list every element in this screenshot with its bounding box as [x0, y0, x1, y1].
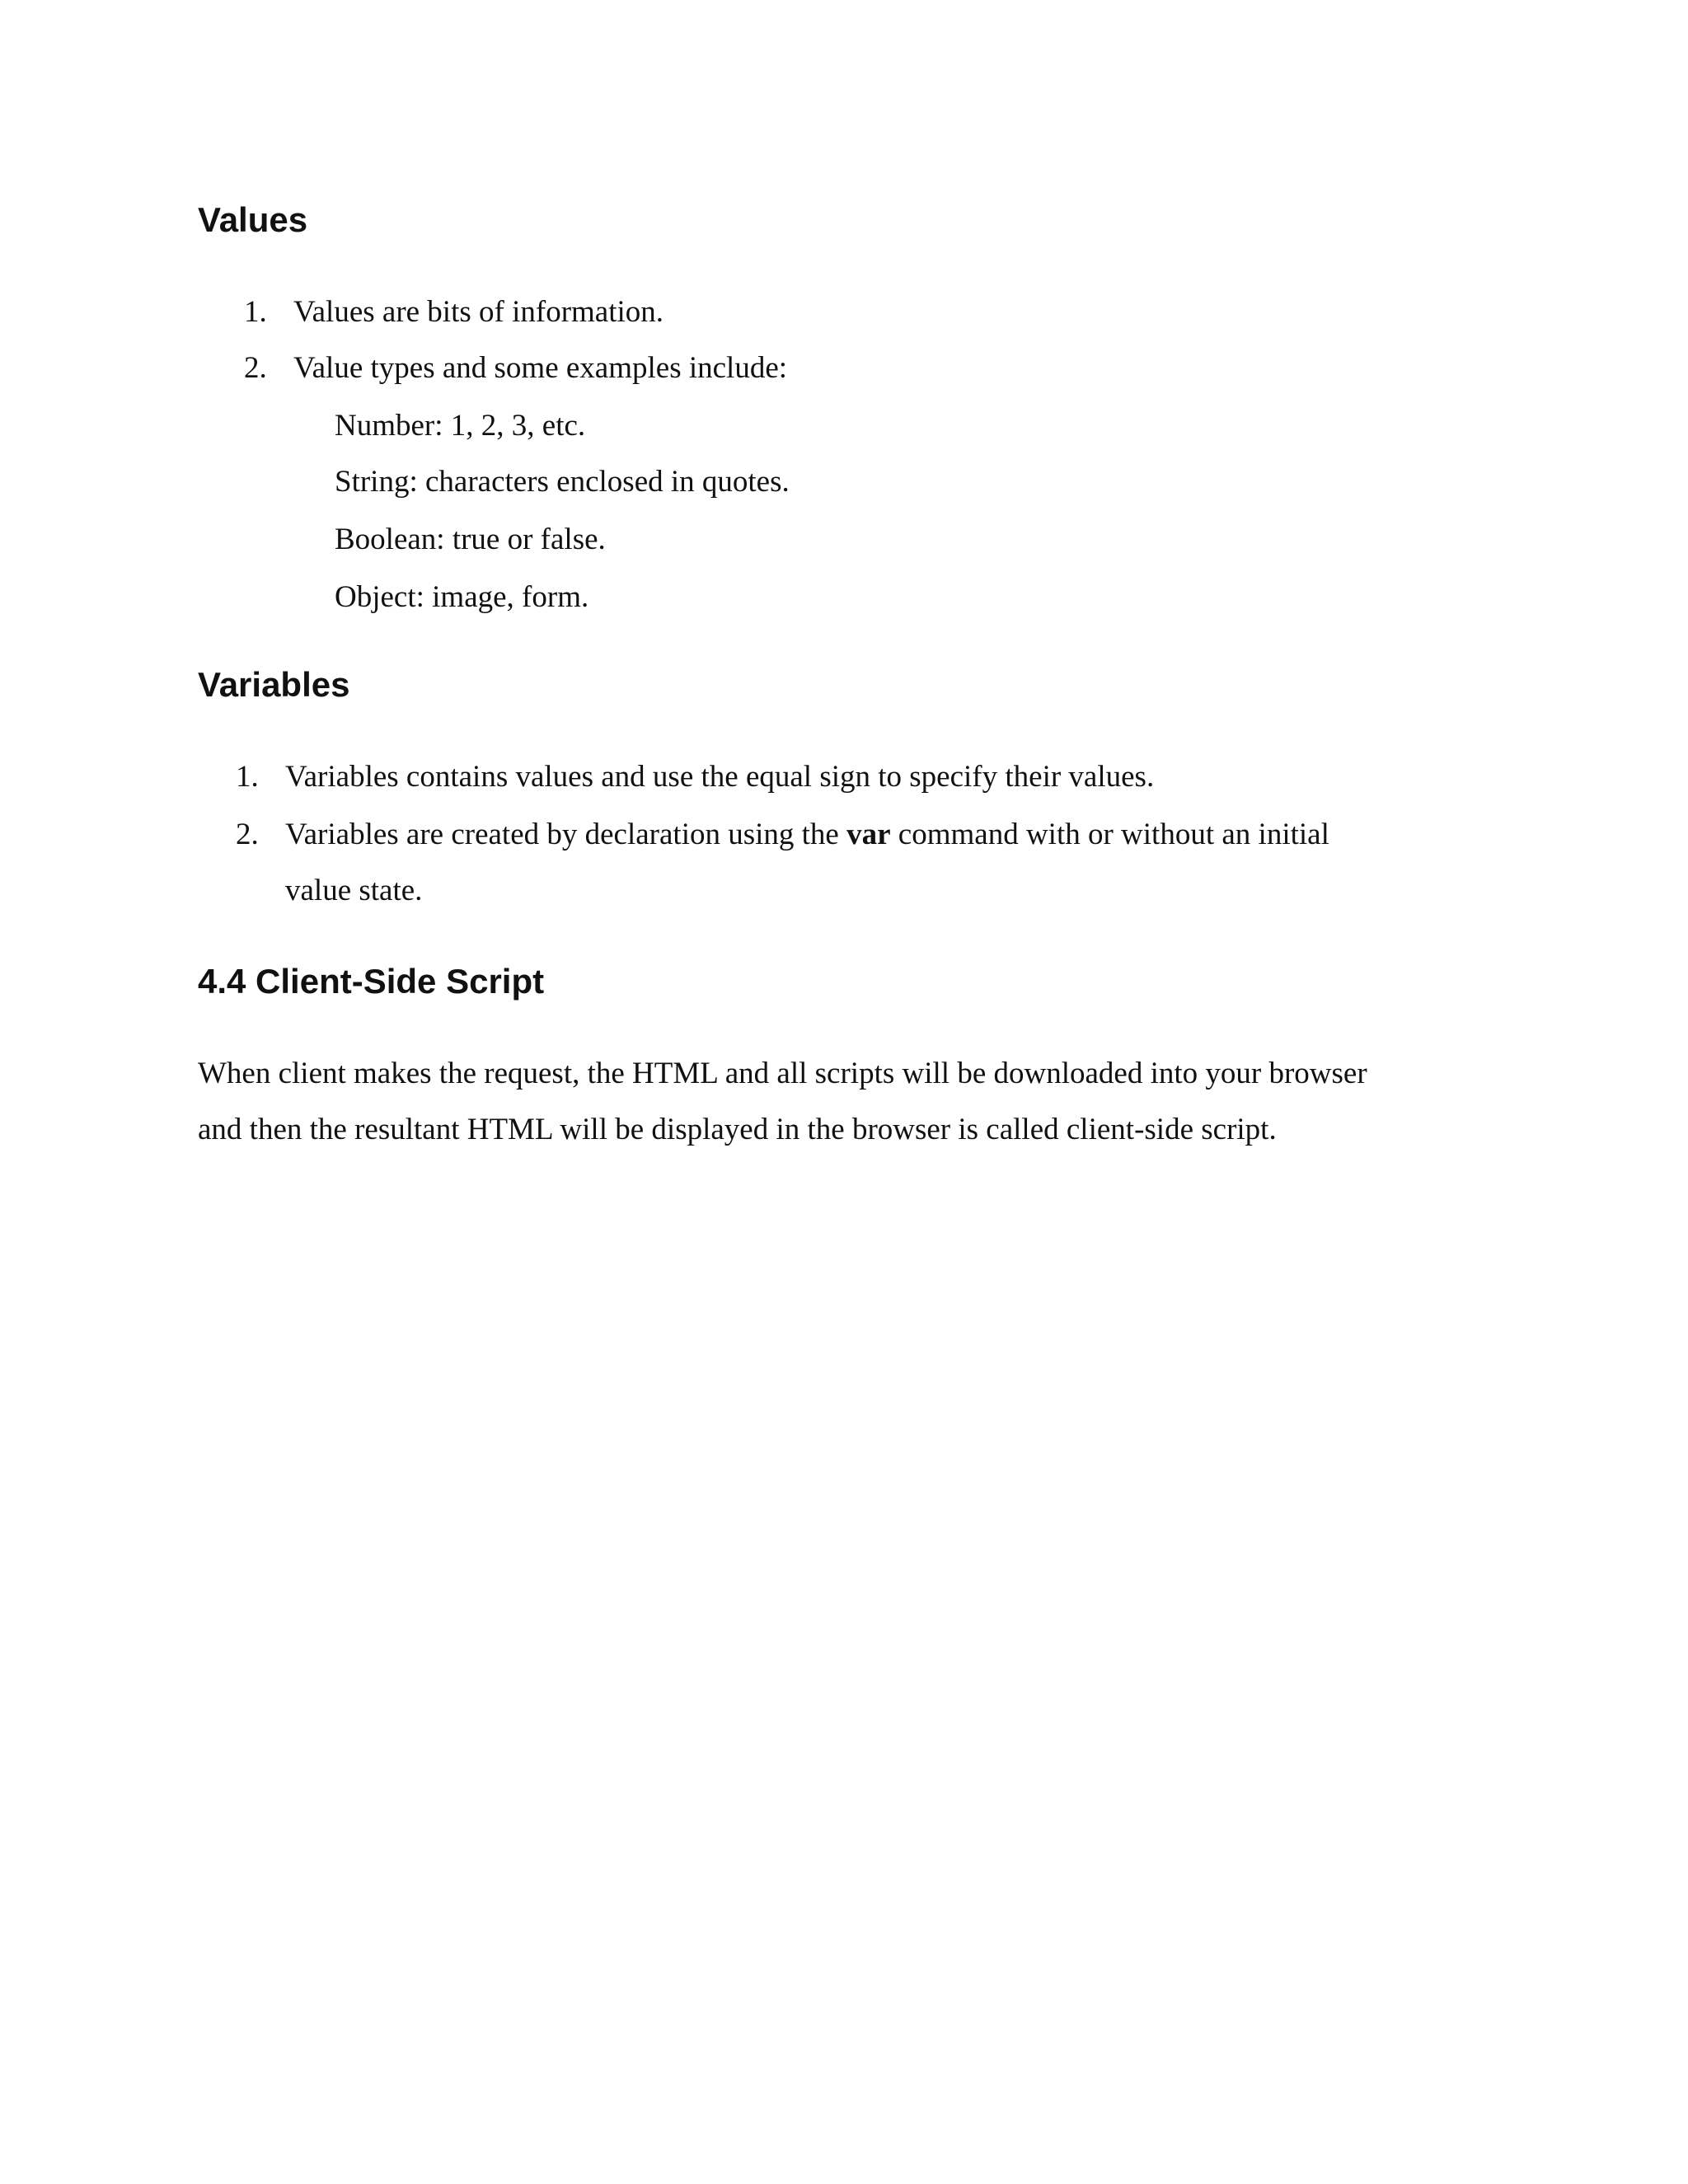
value-type-boolean: Boolean: true or false. [335, 523, 606, 556]
variables-item-1-number: 1. [236, 760, 259, 794]
client-side-paragraph-line-2: and then the resultant HTML will be displayed in the browser is called client-side script. [198, 1113, 1277, 1146]
variables-item-1-text: Variables contains values and use the equal sign to specify their values. [285, 760, 1155, 794]
value-type-string: String: characters enclosed in quotes. [335, 465, 790, 499]
value-type-object: Object: image, form. [335, 580, 589, 614]
variables-heading: Variables [198, 665, 350, 704]
variables-item-2-continuation: value state. [285, 874, 423, 907]
variables-item-2-number: 2. [236, 818, 259, 851]
client-side-paragraph-line-1: When client makes the request, the HTML and all scripts will be downloaded into your browser [198, 1057, 1367, 1090]
values-item-1-text: Values are bits of information. [293, 295, 664, 329]
values-item-2-text: Value types and some examples include: [293, 351, 788, 385]
variables-item-2-text [285, 819, 1329, 850]
client-side-heading: 4.4 Client-Side Script [198, 962, 545, 1001]
var-keyword: var [846, 818, 891, 851]
values-item-2-number: 2. [244, 351, 267, 385]
values-item-1-number: 1. [244, 295, 267, 329]
variables-item-2-text-before: Variables are created by declaration using the [285, 818, 847, 851]
value-type-number: Number: 1, 2, 3, etc. [335, 409, 586, 443]
values-heading: Values [198, 200, 308, 239]
variables-item-2-text-after: command with or without an initial [890, 818, 1329, 851]
